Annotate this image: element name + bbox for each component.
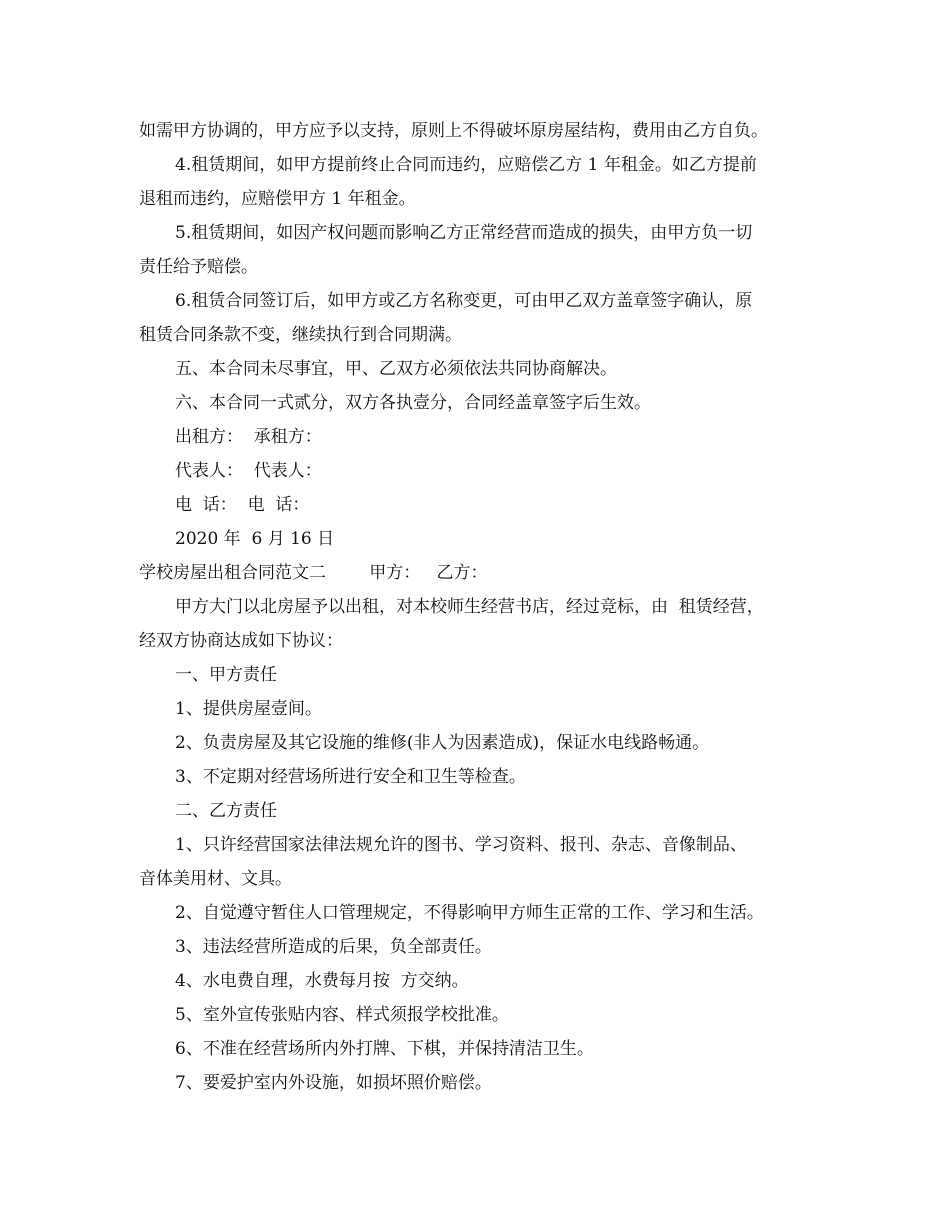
section-title: 学校房屋出租合同范文二 甲方： 乙方：	[139, 563, 488, 583]
text-line: 退租而违约，应赔偿甲方 1 年租金。	[139, 189, 416, 209]
text-line: 甲方大门以北房屋予以出租，对本校师生经营书店，经过竞标，由 租赁经营，	[175, 597, 764, 617]
text-line: 经双方协商达成如下协议：	[139, 631, 343, 651]
date-line: 2020 年 6 月 16 日	[175, 529, 335, 549]
text-line: 如需甲方协调的，甲方应予以支持，原则上不得破坏原房屋结构，费用由乙方自负。	[139, 121, 768, 141]
section-heading: 一、甲方责任	[175, 665, 277, 685]
list-item: 1、提供房屋壹间。	[175, 699, 322, 719]
list-item: 6、不准在经营场所内外打牌、下棋，并保持清洁卫生。	[175, 1039, 594, 1059]
list-item: 3、不定期对经营场所进行安全和卫生等检查。	[175, 767, 526, 787]
signature-line-representative: 代表人： 代表人：	[175, 461, 322, 481]
list-item: 4、水电费自理，水费每月按 方交纳。	[175, 971, 469, 991]
section-heading: 二、乙方责任	[175, 801, 277, 821]
signature-line-phone: 电 话： 电 话：	[175, 495, 310, 515]
list-item: 1、只许经营国家法律法规允许的图书、学习资料、报刊、杂志、音像制品、	[175, 835, 747, 855]
text-line: 责任给予赔偿。	[139, 257, 258, 277]
text-line: 六、本合同一式贰分，双方各执壹分，合同经盖章签字后生效。	[175, 393, 651, 413]
text-line: 音体美用材、文具。	[139, 869, 292, 889]
text-line: 租赁合同条款不变，继续执行到合同期满。	[139, 325, 462, 345]
list-item: 7、要爱护室内外设施，如损坏照价赔偿。	[175, 1073, 492, 1093]
text-line: 五、本合同未尽事宜，甲、乙双方必须依法共同协商解决。	[175, 359, 617, 379]
list-item: 2、自觉遵守暂住人口管理规定，不得影响甲方师生正常的工作、学习和生活。	[175, 903, 764, 923]
list-item: 3、违法经营所造成的后果，负全部责任。	[175, 937, 492, 957]
signature-line-party: 出租方： 承租方：	[175, 427, 322, 447]
list-item: 5、室外宣传张贴内容、样式须报学校批准。	[175, 1005, 509, 1025]
text-line: 6.租赁合同签订后，如甲方或乙方名称变更，可由甲乙双方盖章签字确认，原	[175, 291, 753, 311]
text-line: 4.租赁期间，如甲方提前终止合同而违约，应赔偿乙方 1 年租金。如乙方提前	[175, 155, 757, 175]
list-item: 2、负责房屋及其它设施的维修(非人为因素造成)，保证水电线路畅通。	[175, 733, 710, 753]
text-line: 5.租赁期间，如因产权问题而影响乙方正常经营而造成的损失，由甲方负一切	[175, 223, 753, 243]
